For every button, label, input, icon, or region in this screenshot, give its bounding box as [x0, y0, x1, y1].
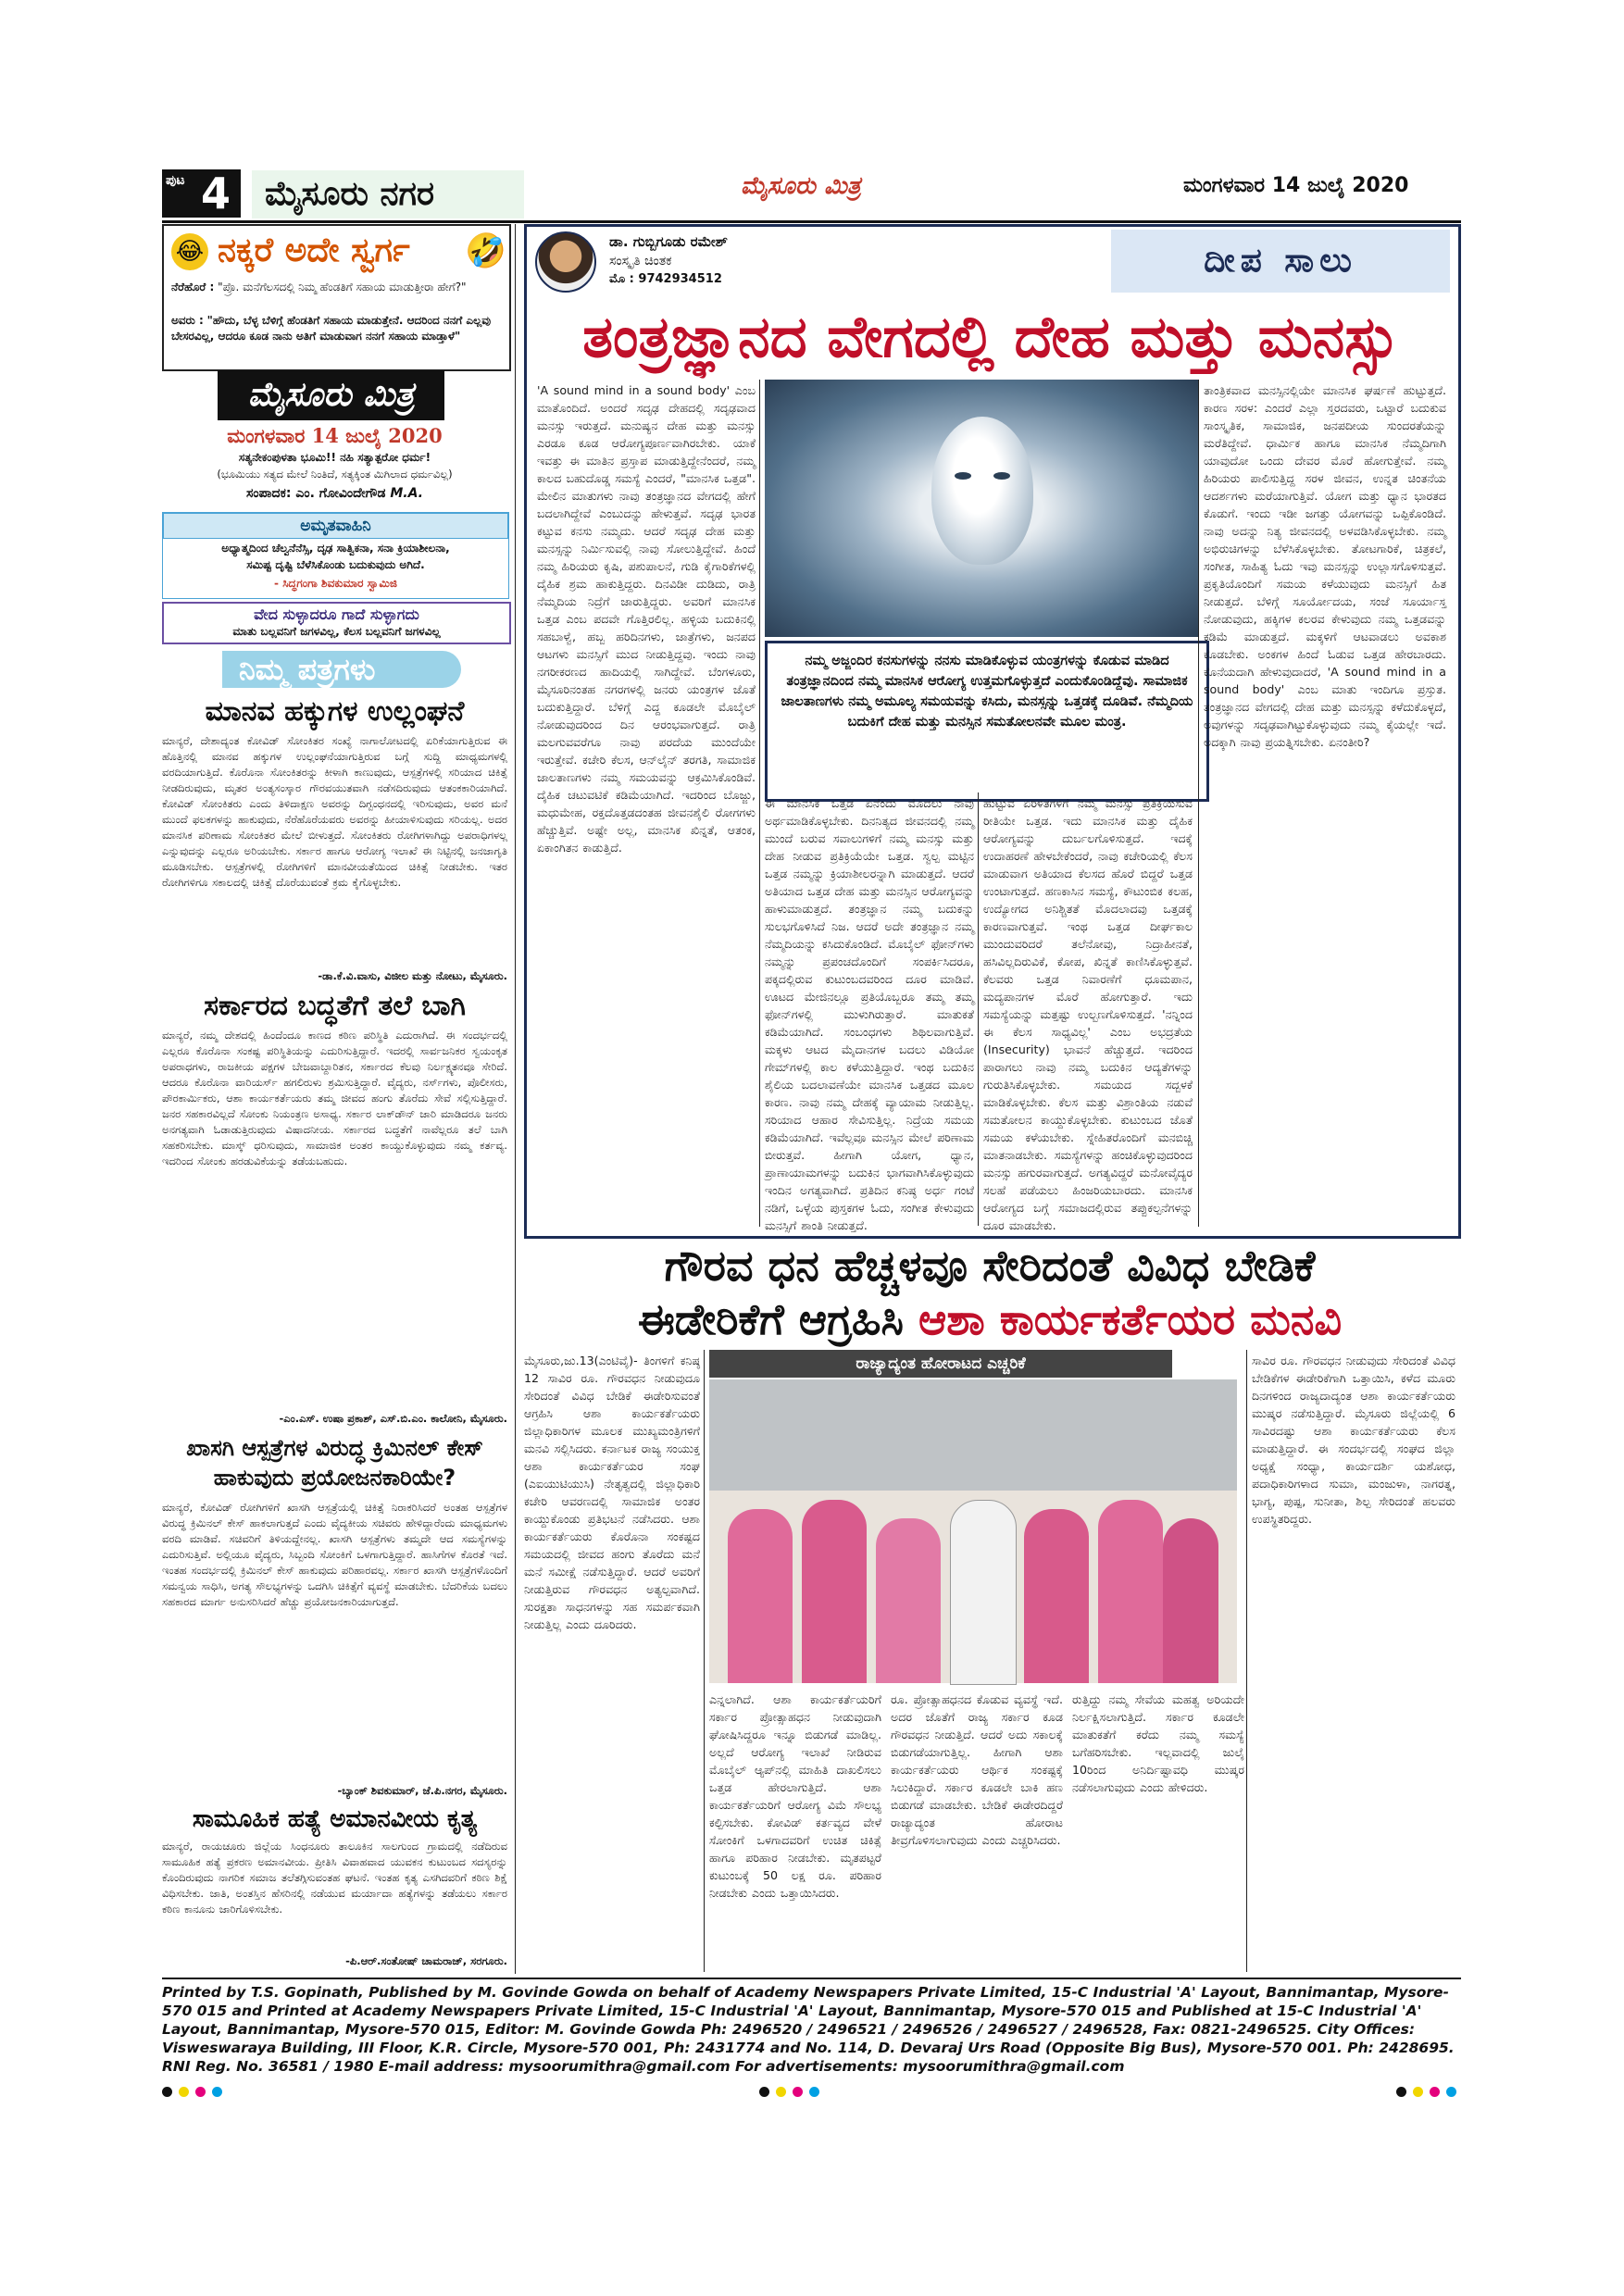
- news-divider-2: [1246, 1350, 1247, 1972]
- letter-3-body: ಮಾನ್ಯರೆ, ಕೋವಿಡ್ ರೋಗಿಗಳಿಗೆ ಖಾಸಗಿ ಆಸ್ಪತ್ರೆಯಲ್ಲಿ ಚಿಕಿತ್ಸೆ ನಿರಾಕರಿಸಿದರೆ ಅಂತಹ ಆಸ್ಪತ್ರೆಗಳ ವಿರುದ್ಧ ಕ್ರಿಮಿನಲ್ ಕೇಸ್ ಹಾಕಲಾಗುತ್ತದೆ ಎಂದು ವೈದ್ಯಕೀಯ ಸಚಿವರು ಹೇಳಿದ್ದಾರೆಂದು ಮಾಧ್ಯಮಗಳು ವರದಿ ಮಾಡಿವೆ. ಸಚಿವರಿಗೆ ತಿಳಿಯದ್ದೇನಲ್ಲ. ಖಾಸಗಿ ಆಸ್ಪತ್ರೆಗಳು ತಮ್ಮದೇ ಆದ ಸಮಸ್ಯೆಗಳನ್ನು ಎದುರಿಸುತ್ತಿವೆ. ಅಲ್ಲಿಯೂ ವೈದ್ಯರು, ಸಿಬ್ಬಂದಿ ಸೋಂಕಿಗೆ ಒಳಗಾಗುತ್ತಿದ್ದಾರೆ. ಹಾಸಿಗೆಗಳ ಕೊರತೆ ಇದೆ. ಇಂತಹ ಸಂದರ್ಭದಲ್ಲಿ ಕ್ರಿಮಿನಲ್ ಕೇಸ್ ಹಾಕುವುದು ಪರಿಹಾರವಲ್ಲ. ಸರ್ಕಾರ ಖಾಸಗಿ ಆಸ್ಪತ್ರೆಗಳೊಂದಿಗೆ ಸಮನ್ವಯ ಸಾಧಿಸಿ, ಅಗತ್ಯ ಸೌಲಭ್ಯಗಳನ್ನು ಒದಗಿಸಿ ಚಿಕಿತ್ಸೆಗೆ ವ್ಯವಸ್ಥೆ ಮಾಡಬೇಕು. ಬೆದರಿಕೆಯ ಬದಲು ಸಹಕಾರದ ಮಾರ್ಗ ಅನುಸರಿಸಿದರೆ ಹೆಚ್ಚು ಪ್ರಯೋಜನಕಾರಿಯಾಗುತ್ತದೆ.: [162, 1501, 507, 1608]
- news-col1: ಮೈಸೂರು,ಜು.13(ಎಂಟಿವೈ)- ತಿಂಗಳಿಗೆ ಕನಿಷ್ಠ 12 ಸಾವಿರ ರೂ. ಗೌರವಧನ ನೀಡುವುದೂ ಸೇರಿದಂತೆ ವಿವಿಧ ಬೇಡಿಕೆ ಈಡೇರಿಸುವಂತೆ ಆಗ್ರಹಿಸಿ ಆಶಾ ಕಾರ್ಯಕರ್ತೆಯರು ಜಿಲ್ಲಾಧಿಕಾರಿಗಳ ಮೂಲಕ ಮುಖ್ಯಮಂತ್ರಿಗಳಿಗೆ ಮನವಿ ಸಲ್ಲಿಸಿದರು. ಕರ್ನಾಟಕ ರಾಜ್ಯ ಸಂಯುಕ್ತ ಆಶಾ ಕಾರ್ಯಕರ್ತೆಯರ ಸಂಘ (ಎಐಯುಟಿಯುಸಿ) ನೇತೃತ್ವದಲ್ಲಿ ಜಿಲ್ಲಾಧಿಕಾರಿ ಕಚೇರಿ ಆವರಣದಲ್ಲಿ ಸಾಮಾಜಿಕ ಅಂತರ ಕಾಯ್ದುಕೊಂಡು ಪ್ರತಿಭಟನೆ ನಡೆಸಿದರು. ಆಶಾ ಕಾರ್ಯಕರ್ತೆಯರು ಕೊರೊನಾ ಸಂಕಷ್ಟದ ಸಮಯದಲ್ಲಿ ಜೀವದ ಹಂಗು ತೊರೆದು ಮನೆ ಮನೆ ಸಮೀಕ್ಷೆ ನಡೆಸುತ್ತಿದ್ದಾರೆ. ಆದರೆ ಅವರಿಗೆ ನೀಡುತ್ತಿರುವ ಗೌರವಧನ ಅತ್ಯಲ್ಪವಾಗಿದೆ. ಸುರಕ್ಷತಾ ಸಾಧನಗಳನ್ನು ಸಹ ಸಮರ್ಪಕವಾಗಿ ನೀಡುತ್ತಿಲ್ಲ ಎಂದು ದೂರಿದರು.: [524, 1354, 700, 1631]
- news-col5: ಸಾವಿರ ರೂ. ಗೌರವಧನ ನೀಡುವುದು ಸೇರಿದಂತೆ ವಿವಿಧ ಬೇಡಿಕೆಗಳ ಈಡೇರಿಕೆಗಾಗಿ ಒತ್ತಾಯಿಸಿ, ಕಳೆದ ಮೂರು ದಿನಗಳಿಂದ ರಾಜ್ಯದಾದ್ಯಂತ ಆಶಾ ಕಾರ್ಯಕರ್ತೆಯರು ಮುಷ್ಕರ ನಡೆಸುತ್ತಿದ್ದಾರೆ. ಮೈಸೂರು ಜಿಲ್ಲೆಯಲ್ಲಿ 6 ಸಾವಿರದಷ್ಟು ಆಶಾ ಕಾರ್ಯಕರ್ತೆಯರು ಕೆಲಸ ಮಾಡುತ್ತಿದ್ದಾರೆ. ಈ ಸಂದರ್ಭದಲ್ಲಿ ಸಂಘದ ಜಿಲ್ಲಾ ಅಧ್ಯಕ್ಷೆ ಸಂಧ್ಯಾ, ಕಾರ್ಯದರ್ಶಿ ಯಶೋಧ, ಪದಾಧಿಕಾರಿಗಳಾದ ಸುಮಾ, ಮಂಜುಳಾ, ನಾಗರತ್ನ, ಭಾಗ್ಯ, ಪುಷ್ಪ, ಸುನೀತಾ, ಶಿಲ್ಪ ಸೇರಿದಂತೆ ಹಲವರು ಉಪಸ್ಥಿತರಿದ್ದರು.: [1252, 1354, 1455, 1526]
- feature-divider-2: [978, 792, 979, 1226]
- registration-dot: [793, 2087, 803, 2097]
- author-name: ಡಾ. ಗುಬ್ಬಿಗೂಡು ರಮೇಶ್: [609, 233, 728, 250]
- letter-2-headline: ಸರ್ಕಾರದ ಬದ್ಧತೆಗೆ ತಲೆ ಬಾಗಿ: [204, 990, 466, 1022]
- face-eye-right: [993, 472, 1010, 480]
- page-label: ಪುಟ: [166, 173, 185, 188]
- news-headline-2a: ಈಡೇರಿಕೆಗೆ ಆಗ್ರಹಿಸಿ: [637, 1294, 904, 1344]
- pull-quote-text: ನಮ್ಮ ಅಜ್ಜಂದಿರ ಕನಸುಗಳನ್ನು ನನಸು ಮಾಡಿಕೊಳ್ಳುವ ಯಂತ್ರಗಳನ್ನು ಕೊಡುವ ಮಾಡಿದ ತಂತ್ರಜ್ಞಾನದಿಂದ ನಮ್ಮ ಮಾನಸಿಕ ಆರೋಗ್ಯ ಉತ್ತಮಗೊಳ್ಳುತ್ತದೆ ಎಂದುಕೊಂಡಿದ್ದೆವು. ಸಾಮಾಜಿಕ ಜಾಲತಾಣಗಳು ನಮ್ಮ ಅಮೂಲ್ಯ ಸಮಯವನ್ನು ಕಸಿದು, ಮನಸ್ಸನ್ನು ಒತ್ತಡಕ್ಕೆ ದೂಡಿವೆ. ನೆಮ್ಮದಿಯ ಬದುಕಿಗೆ ದೇಹ ಮತ್ತು ಮನಸ್ಸಿನ ಸಮತೋಲನವೇ ಮೂಲ ಮಂತ್ರ.: [781, 654, 1193, 730]
- letter-2-body: ಮಾನ್ಯರೆ, ನಮ್ಮ ದೇಶದಲ್ಲಿ ಹಿಂದೆಂದೂ ಕಾಣದ ಕಠಿಣ ಪರಿಸ್ಥಿತಿ ಎದುರಾಗಿದೆ. ಈ ಸಂದರ್ಭದಲ್ಲಿ ಎಲ್ಲರೂ ಕೊರೊನಾ ಸಂಕಷ್ಟ ಪರಿಸ್ಥಿತಿಯನ್ನು ಎದುರಿಸುತ್ತಿದ್ದಾರೆ. ಇದರಲ್ಲಿ ಸಾರ್ವಜನಿಕರ ಸ್ವಯಂಕೃತ ಅಪರಾಧಗಳು, ರಾಜಕೀಯ ಪಕ್ಷಗಳ ಬೇಜವಾಬ್ದಾರಿತನ, ಸರ್ಕಾರದ ಕೆಲವು ನಿರ್ಲಕ್ಷ್ಯತನವೂ ಸೇರಿದೆ. ಆದರೂ ಕೊರೊನಾ ವಾರಿಯರ್ಸ್ ಹಗಲಿರುಳು ಶ್ರಮಿಸುತ್ತಿದ್ದಾರೆ. ವೈದ್ಯರು, ನರ್ಸ್‌ಗಳು, ಪೊಲೀಸರು, ಪೌರಕಾರ್ಮಿಕರು, ಆಶಾ ಕಾರ್ಯಕರ್ತೆಯರು ತಮ್ಮ ಜೀವದ ಹಂಗು ತೊರೆದು ಸೇವೆ ಸಲ್ಲಿಸುತ್ತಿದ್ದಾರೆ. ಜನರ ಸಹಕಾರವಿಲ್ಲದೆ ಸೋಂಕು ನಿಯಂತ್ರಣ ಅಸಾಧ್ಯ. ಸರ್ಕಾರ ಲಾಕ್‌ಡೌನ್ ಜಾರಿ ಮಾಡಿದರೂ ಜನರು ಅನಗತ್ಯವಾಗಿ ಓಡಾಡುತ್ತಿರುವುದು ವಿಷಾದನೀಯ. ಸರ್ಕಾರದ ಬದ್ಧತೆಗೆ ನಾವೆಲ್ಲರೂ ತಲೆ ಬಾಗಿ ಸಹಕರಿಸಬೇಕು. ಮಾಸ್ಕ್ ಧರಿಸುವುದು, ಸಾಮಾಜಿಕ ಅಂತರ ಕಾಯ್ದುಕೊಳ್ಳುವುದು ನಮ್ಮ ಕರ್ತವ್ಯ. ಇದರಿಂದ ಸೋಂಕು ಹರಡುವಿಕೆಯನ್ನು ತಡೆಯಬಹುದು.: [162, 1029, 507, 1167]
- mast-motto-translation: (ಭೂಮಿಯು ಸತ್ಯದ ಮೇಲೆ ನಿಂತಿದೆ, ಸತ್ಯಕ್ಕಿಂತ ಮಿಗಿಲಾದ ಧರ್ಮವಿಲ್ಲ): [217, 468, 453, 480]
- feature-image-ai-face: [765, 380, 1198, 637]
- joke-question: [171, 280, 500, 295]
- registration-dot: [179, 2087, 189, 2097]
- feature-divider-1: [759, 380, 760, 1227]
- left-column-divider: [515, 224, 516, 1974]
- letter-3-headline: ಖಾಸಗಿ ಆಸ್ಪತ್ರೆಗಳ ವಿರುದ್ಧ ಕ್ರಿಮಿನಲ್ ಕೇಸ್ ಹಾಕುವುದು ಪ್ರಯೋಜನಕಾರಿಯೇ?: [186, 1435, 483, 1491]
- news-divider-1: [704, 1350, 705, 1972]
- joke-title: ನಕ್ಕರೆ ಅದೇ ಸ್ವರ್ಗ: [218, 231, 410, 269]
- amruta-line1: ಅಧ್ಯಾತ್ಮದಿಂದ ಚೆಲ್ವನೆನೆಸ್ಸಿ, ದೃಢ ಸಾತ್ವಿಕನಾ, ಸನಾ ಕ್ರಿಯಾಶೀಲನಾ,: [221, 542, 450, 555]
- feature-divider-3: [1198, 380, 1199, 1227]
- joke-answer: [171, 313, 500, 344]
- footer-imprint: Printed by T.S. Gopinath, Published by M. Govinde Gowda on behalf of Academy Newspapers Private Limited, 15-C Industrial 'A' Layout, Bannimantap, Mysore-570 015 and Printed at Academy Newspapers Private Limited, 15-C Industrial 'A' Layout, Bannimantap, Mysore-570 015 and Published at 15-C Industrial 'A' Layout, Bannimantap, Mysore-570 015, Editor: M. Govinde Gowda Ph: 2496520 / 2496521 / 2496526 / 2496527 / 2496528, Fax: 0821-2496525. City Offices: Visweswaraya Building, III Floor, K.R. Circle, Mysore-570 001, Ph: 2431774 and No. 114, D. Devaraj Urs Road (Opposite Big Bus), Mysore-570 001. Ph: 2428695. RNI Reg. No. 36581 / 1980 E-mail address: mysoorumithra@gmail.com For advertisements: mysoorumithra@gmail.com: [162, 1984, 1455, 2075]
- protester-group: [728, 1472, 1218, 1683]
- veda-title: ವೇದ ಸುಳ್ಳಾದರೂ ಗಾದೆ ಸುಳ್ಳಾಗದು: [254, 605, 419, 623]
- letters-tab: ನಿಮ್ಮ ಪತ್ರಗಳು: [222, 651, 461, 688]
- letter-4-signature: -ಪಿ.ಆರ್.ಸಂತೋಷ್ ಚಾಮರಾಜ್, ಸರಗೂರು.: [345, 1954, 507, 1967]
- header-masthead: ಮೈಸೂರು ಮಿತ್ರ: [741, 172, 861, 200]
- news-headline-2: [524, 1292, 1455, 1346]
- letter-1-signature: -ಡಾ.ಕೆ.ವಿ.ವಾಸು, ವಿಜೀಲ ಮತ್ತು ನೋಟು, ಮೈಸೂರು.: [318, 969, 507, 982]
- news-photo-protest: [709, 1379, 1237, 1683]
- page-badge: [162, 169, 241, 218]
- header-date: ಮಂಗಳವಾರ 14 ಜುಲೈ 2020: [1183, 174, 1409, 197]
- letter-4-body: ಮಾನ್ಯರೆ, ರಾಯಚೂರು ಜಿಲ್ಲೆಯ ಸಿಂಧನೂರು ತಾಲೂಕಿನ ಸಾಲಗುಂದ ಗ್ರಾಮದಲ್ಲಿ ನಡೆದಿರುವ ಸಾಮೂಹಿಕ ಹತ್ಯೆ ಪ್ರಕರಣ ಅಮಾನವೀಯ. ಪ್ರೀತಿಸಿ ವಿವಾಹವಾದ ಯುವಕನ ಕುಟುಂಬದ ಸದಸ್ಯರನ್ನು ಕೊಂದಿರುವುದು ನಾಗರಿಕ ಸಮಾಜ ತಲೆತಗ್ಗಿಸುವಂತಹ ಘಟನೆ. ಇಂತಹ ಕೃತ್ಯ ಎಸಗಿದವರಿಗೆ ಕಠಿಣ ಶಿಕ್ಷೆ ವಿಧಿಸಬೇಕು. ಜಾತಿ, ಅಂತಸ್ತಿನ ಹೆಸರಿನಲ್ಲಿ ನಡೆಯುವ ಮರ್ಯಾದಾ ಹತ್ಯೆಗಳನ್ನು ತಡೆಯಲು ಸರ್ಕಾರ ಕಠಿಣ ಕಾನೂನು ಜಾರಿಗೊಳಿಸಬೇಕು.: [162, 1840, 507, 1915]
- laugh-figure-icon: 🤣: [465, 232, 506, 270]
- registration-dot: [759, 2087, 769, 2097]
- column-name: ದೀಪ ಸಾಲು: [1111, 230, 1450, 293]
- registration-dot: [1413, 2087, 1423, 2097]
- face-shape: [931, 417, 1033, 565]
- feature-headline: ತಂತ್ರಜ್ಞಾನದ ವೇಗದಲ್ಲಿ ದೇಹ ಮತ್ತು ಮನಸ್ಸು: [582, 303, 1399, 370]
- page-number: 4: [201, 168, 231, 218]
- editor-name: ಎಂ. ಗೋವಿಂದೇಗೌಡ: [295, 486, 386, 501]
- news-headline-2b: ಆಶಾ ಕಾರ್ಯಕರ್ತೆಯರ ಮನವಿ: [918, 1294, 1343, 1344]
- joke-a-text: "ಹೌದು, ಬೆಳ್ಳ ಬೆಳಿಗ್ಗೆ ಹೆಂಡತಿಗೆ ಸಹಾಯ ಮಾಡುತ್ತೇನೆ. ಆದರಿಂದ ನನಗೆ ಎಲ್ಲವು ಬೇಸರವಿಲ್ಲ, ಆದರೂ ಕೂಡ ನಾನು ಅತಿಗೆ ಮಾಡುವಾಗ ನನಗೆ ಸಹಾಯ ಮಾಡ್ತಾಳೆ": [171, 314, 492, 343]
- mast-editor: [162, 486, 507, 501]
- laugh-icon: 😂: [171, 233, 208, 270]
- registration-dot: [1396, 2087, 1406, 2097]
- registration-dot: [162, 2087, 172, 2097]
- letter-1-headline: ಮಾನವ ಹಕ್ಕುಗಳ ಉಲ್ಲಂಘನೆ: [205, 695, 465, 728]
- editor-degree: M.A.: [390, 486, 423, 501]
- mast-motto: ಸತ್ಯನೇಕಂಪುಳತಾ ಭೂಮಿ!! ನಹಿ ಸತ್ಯಾತ್ಪರೋ ಧರ್ಮ!: [238, 451, 431, 464]
- feature-col4: ತಾಂತ್ರಿಕವಾದ ಮನಸ್ಸಿನಲ್ಲಿಯೇ ಮಾನಸಿಕ ಘರ್ಷಣೆ ಹುಟ್ಟುತ್ತದೆ. ಕಾರಣ ಸರಳ: ಎಂದರೆ ಎಲ್ಲಾ ಸ್ತರದವರು, ಒಟ್ಟಾರೆ ಬದುಕುವ ಸಾಂಸ್ಕೃತಿಕ, ಸಾಮಾಜಿಕ, ಜನಪದೀಯ ಸುಂದರತೆಯನ್ನು ಮರೆತಿದ್ದೇವೆ. ಧಾರ್ಮಿಕ ಹಾಗೂ ಮಾನಸಿಕ ನೆಮ್ಮದಿಗಾಗಿ ಯಾವುದೋ ಒಂದು ದೇವರ ಮೊರೆ ಹೋಗುತ್ತೇವೆ. ನಮ್ಮ ಹಿರಿಯರು ಪಾಲಿಸುತ್ತಿದ್ದ ಸರಳ ಜೀವನ, ಉನ್ನತ ಚಿಂತನೆಯ ಆದರ್ಶಗಳು ಮರೆಯಾಗುತ್ತಿವೆ. ಯೋಗ ಮತ್ತು ಧ್ಯಾನ ಭಾರತದ ಕೊಡುಗೆ. ಇಂದು ಇಡೀ ಜಗತ್ತು ಯೋಗವನ್ನು ಒಪ್ಪಿಕೊಂಡಿದೆ. ನಾವು ಅದನ್ನು ನಿತ್ಯ ಜೀವನದಲ್ಲಿ ಅಳವಡಿಸಿಕೊಳ್ಳಬೇಕು. ನಮ್ಮ ಅಭಿರುಚಿಗಳನ್ನು ಬೆಳೆಸಿಕೊಳ್ಳಬೇಕು. ತೋಟಗಾರಿಕೆ, ಚಿತ್ರಕಲೆ, ಸಂಗೀತ, ಸಾಹಿತ್ಯ ಓದು ಇವು ಮನಸ್ಸನ್ನು ಉಲ್ಲಾಸಗೊಳಿಸುತ್ತವೆ. ಪ್ರಕೃತಿಯೊಂದಿಗೆ ಸಮಯ ಕಳೆಯುವುದು ಮನಸ್ಸಿಗೆ ಹಿತ ನೀಡುತ್ತದೆ. ಬೆಳಿಗ್ಗೆ ಸೂರ್ಯೋದಯ, ಸಂಜೆ ಸೂರ್ಯಾಸ್ತ ನೋಡುವುದು, ಹಕ್ಕಿಗಳ ಕಲರವ ಕೇಳುವುದು ನಮ್ಮ ಒತ್ತಡವನ್ನು ಕಡಿಮೆ ಮಾಡುತ್ತದೆ. ಮಕ್ಕಳಿಗೆ ಆಟವಾಡಲು ಅವಕಾಶ ಕೊಡಬೇಕು. ಅಂಕಗಳ ಹಿಂದೆ ಓಡುವ ಒತ್ತಡ ಹೇರಬಾರದು. ಕೊನೆಯದಾಗಿ ಹೇಳುವುದಾದರೆ, 'A sound mind in a sound body' ಎಂಬ ಮಾತು ಇಂದಿಗೂ ಪ್ರಸ್ತುತ. ತಂತ್ರಜ್ಞಾನದ ವೇಗದಲ್ಲಿ ದೇಹ ಮತ್ತು ಮನಸ್ಸನ್ನು ಕಳೆದುಕೊಳ್ಳದೆ, ಅವುಗಳನ್ನು ಸದೃಢವಾಗಿಟ್ಟುಕೊಳ್ಳುವುದು ನಮ್ಮ ಕೈಯಲ್ಲೇ ಇದೆ. ಅದಕ್ಕಾಗಿ ನಾವು ಪ್ರಯತ್ನಿಸಬೇಕು. ಏನಂತೀರಿ?: [1204, 383, 1446, 749]
- registration-dot: [212, 2087, 222, 2097]
- joke-q-text: "ಪ್ರೊ. ಮನೆಗೆಲಸದಲ್ಲಿ ನಿಮ್ಮ ಹೆಂಡತಿಗೆ ಸಹಾಯ ಮಾಡುತ್ತೀರಾ ಹೇಗೆ?": [218, 281, 467, 293]
- veda-text: ಮಾತು ಬಲ್ಲವನಿಗೆ ಜಗಳವಿಲ್ಲ, ಕೆಲಸ ಬಲ್ಲವನಿಗೆ ಜಗಳವಿಲ್ಲ: [232, 625, 441, 638]
- amruta-attribution: - ಸಿದ್ಧಗಂಗಾ ಶಿವಕುಮಾರ ಸ್ವಾಮಿಜಿ: [274, 577, 397, 590]
- amruta-line2: ಸಮಿಷ್ಟ ದೃಷ್ಟಿ ಬೆಳೆಸಿಕೊಂಡು ಬದುಕುವುದು ಅಗಿದೆ.: [246, 558, 425, 571]
- registration-dot: [776, 2087, 786, 2097]
- author-role: ಸಂಸ್ಕೃತಿ ಚಿಂತಕ: [609, 254, 672, 268]
- letter-4-headline: ಸಾಮೂಹಿಕ ಹತ್ಯೆ ಅಮಾನವೀಯ ಕೃತ್ಯ: [192, 1805, 478, 1833]
- news-col2: ಎನ್ನಲಾಗಿದೆ. ಆಶಾ ಕಾರ್ಯಕರ್ತೆಯರಿಗೆ ಸರ್ಕಾರ ಪ್ರೋತ್ಸಾಹಧನ ನೀಡುವುದಾಗಿ ಘೋಷಿಸಿದ್ದರೂ ಇನ್ನೂ ಬಿಡುಗಡೆ ಮಾಡಿಲ್ಲ. ಅಲ್ಲದೆ ಆರೋಗ್ಯ ಇಲಾಖೆ ನೀಡಿರುವ ಮೊಬೈಲ್ ಆ್ಯಪ್‌ನಲ್ಲಿ ಮಾಹಿತಿ ದಾಖಲಿಸಲು ಒತ್ತಡ ಹೇರಲಾಗುತ್ತಿದೆ. ಆಶಾ ಕಾರ್ಯಕರ್ತೆಯರಿಗೆ ಆರೋಗ್ಯ ವಿಮೆ ಸೌಲಭ್ಯ ಕಲ್ಪಿಸಬೇಕು. ಕೋವಿಡ್ ಕರ್ತವ್ಯದ ವೇಳೆ ಸೋಂಕಿಗೆ ಒಳಗಾದವರಿಗೆ ಉಚಿತ ಚಿಕಿತ್ಸೆ ಹಾಗೂ ಪರಿಹಾರ ನೀಡಬೇಕು. ಮೃತಪಟ್ಟರೆ ಕುಟುಂಬಕ್ಕೆ 50 ಲಕ್ಷ ರೂ. ಪರಿಹಾರ ನೀಡಬೇಕು ಎಂದು ಒತ್ತಾಯಿಸಿದರು.: [709, 1692, 881, 1900]
- news-col4: ರುತ್ತಿದ್ದು ನಮ್ಮ ಸೇವೆಯ ಮಹತ್ವ ಅರಿಯದೇ ನಿರ್ಲಕ್ಷಿಸಲಾಗುತ್ತಿದೆ. ಸರ್ಕಾರ ಕೂಡಲೇ ಮಾತುಕತೆಗೆ ಕರೆದು ನಮ್ಮ ಸಮಸ್ಯೆ ಬಗೆಹರಿಸಬೇಕು. ಇಲ್ಲವಾದಲ್ಲಿ ಜುಲೈ 10ರಿಂದ ಅನಿರ್ದಿಷ್ಟಾವಧಿ ಮುಷ್ಕರ ನಡೆಸಲಾಗುವುದು ಎಂದು ಹೇಳಿದರು.: [1072, 1692, 1244, 1794]
- joke-a-label: ಅವರು :: [171, 314, 204, 327]
- pull-quote: [765, 641, 1209, 802]
- editor-label: ಸಂಪಾದಕ:: [246, 486, 292, 501]
- feature-col2: ಈ ಮಾನಸಿಕ ಒತ್ತಡ ಏನೆಂದು ಮೊದಲು ನಾವು ಅರ್ಥಮಾಡಿಕೊಳ್ಳಬೇಕು. ದಿನನಿತ್ಯದ ಜೀವನದಲ್ಲಿ ನಮ್ಮ ಮುಂದೆ ಬರುವ ಸವಾಲುಗಳಿಗೆ ನಮ್ಮ ಮನಸ್ಸು ಮತ್ತು ದೇಹ ನೀಡುವ ಪ್ರತಿಕ್ರಿಯೆಯೇ ಒತ್ತಡ. ಸ್ವಲ್ಪ ಮಟ್ಟಿನ ಒತ್ತಡ ನಮ್ಮನ್ನು ಕ್ರಿಯಾಶೀಲರನ್ನಾಗಿ ಮಾಡುತ್ತದೆ. ಆದರೆ ಅತಿಯಾದ ಒತ್ತಡ ದೇಹ ಮತ್ತು ಮನಸ್ಸಿನ ಆರೋಗ್ಯವನ್ನು ಹಾಳುಮಾಡುತ್ತದೆ. ತಂತ್ರಜ್ಞಾನ ನಮ್ಮ ಬದುಕನ್ನು ಸುಲಭಗೊಳಿಸಿದೆ ನಿಜ. ಆದರೆ ಅದೇ ತಂತ್ರಜ್ಞಾನ ನಮ್ಮ ನೆಮ್ಮದಿಯನ್ನು ಕಸಿದುಕೊಂಡಿದೆ. ಮೊಬೈಲ್ ಫೋನ್‌ಗಳು ನಮ್ಮನ್ನು ಪ್ರಪಂಚದೊಂದಿಗೆ ಸಂಪರ್ಕಿಸಿದರೂ, ಪಕ್ಕದಲ್ಲಿರುವ ಕುಟುಂಬದವರಿಂದ ದೂರ ಮಾಡಿವೆ. ಊಟದ ಮೇಜಿನಲ್ಲೂ ಪ್ರತಿಯೊಬ್ಬರೂ ತಮ್ಮ ತಮ್ಮ ಫೋನ್‌ಗಳಲ್ಲಿ ಮುಳುಗಿರುತ್ತಾರೆ. ಮಾತುಕತೆ ಕಡಿಮೆಯಾಗಿದೆ. ಸಂಬಂಧಗಳು ಶಿಥಿಲವಾಗುತ್ತಿವೆ. ಮಕ್ಕಳು ಆಟದ ಮೈದಾನಗಳ ಬದಲು ವಿಡಿಯೋ ಗೇಮ್‌ಗಳಲ್ಲಿ ಕಾಲ ಕಳೆಯುತ್ತಿದ್ದಾರೆ. ಇಂಥ ಬದುಕಿನ ಶೈಲಿಯ ಬದಲಾವಣೆಯೇ ಮಾನಸಿಕ ಒತ್ತಡದ ಮೂಲ ಕಾರಣ. ನಾವು ನಮ್ಮ ದೇಹಕ್ಕೆ ವ್ಯಾಯಾಮ ನೀಡುತ್ತಿಲ್ಲ. ಸರಿಯಾದ ಆಹಾರ ಸೇವಿಸುತ್ತಿಲ್ಲ. ನಿದ್ರೆಯ ಸಮಯ ಕಡಿಮೆಯಾಗಿದೆ. ಇವೆಲ್ಲವೂ ಮನಸ್ಸಿನ ಮೇಲೆ ಪರಿಣಾಮ ಬೀರುತ್ತವೆ. ಹೀಗಾಗಿ ಯೋಗ, ಧ್ಯಾನ, ಪ್ರಾಣಾಯಾಮಗಳನ್ನು ಬದುಕಿನ ಭಾಗವಾಗಿಸಿಕೊಳ್ಳುವುದು ಇಂದಿನ ಅಗತ್ಯವಾಗಿದೆ. ಪ್ರತಿದಿನ ಕನಿಷ್ಠ ಅರ್ಧ ಗಂಟೆ ನಡಿಗೆ, ಒಳ್ಳೆಯ ಪುಸ್ತಕಗಳ ಓದು, ಸಂಗೀತ ಕೇಳುವುದು ಮನಸ್ಸಿಗೆ ಶಾಂತಿ ನೀಡುತ್ತದೆ.: [765, 796, 974, 1232]
- letter-1-body: ಮಾನ್ಯರೆ, ದೇಶಾದ್ಯಂತ ಕೋವಿಡ್ ಸೋಂಕಿತರ ಸಂಖ್ಯೆ ನಾಗಾಲೋಟದಲ್ಲಿ ಏರಿಕೆಯಾಗುತ್ತಿರುವ ಈ ಹೊತ್ತಿನಲ್ಲಿ ಮಾನವ ಹಕ್ಕುಗಳ ಉಲ್ಲಂಘನೆಯಾಗುತ್ತಿರುವ ಬಗ್ಗೆ ಸುದ್ದಿ ಮಾಧ್ಯಮಗಳಲ್ಲಿ ವರದಿಯಾಗುತ್ತಿದೆ. ಕೊರೊನಾ ಸೋಂಕಿತರನ್ನು ಕೀಳಾಗಿ ಕಾಣುವುದು, ಆಸ್ಪತ್ರೆಗಳಲ್ಲಿ ಸರಿಯಾದ ಚಿಕಿತ್ಸೆ ನೀಡದಿರುವುದು, ಮೃತರ ಅಂತ್ಯಸಂಸ್ಕಾರ ಗೌರವಯುತವಾಗಿ ನಡೆಸದಿರುವುದು ಆತಂಕಕಾರಿಯಾಗಿದೆ. ಕೋವಿಡ್ ಸೋಂಕಿತರು ಎಂದು ತಿಳಿದಾಕ್ಷಣ ಅವರನ್ನು ದಿಗ್ಬಂಧನದಲ್ಲಿ ಇರಿಸುವುದು, ಅವರ ಮನೆ ಮುಂದೆ ಫಲಕಗಳನ್ನು ಹಾಕುವುದು, ನೆರೆಹೊರೆಯವರು ಅವರನ್ನು ಹೀಯಾಳಿಸುವುದು ಸರಿಯಲ್ಲ. ಅದರ ಮಾನಸಿಕ ಪರಿಣಾಮ ಸೋಂಕಿತರ ಮೇಲೆ ಬೀಳುತ್ತದೆ. ಸೋಂಕಿತರು ರೋಗಿಗಳಾಗಿದ್ದು ಅಪರಾಧಿಗಳಲ್ಲ ಎನ್ನುವುದನ್ನು ಎಲ್ಲರೂ ಅರಿಯಬೇಕು. ಸರ್ಕಾರ ಹಾಗೂ ಆರೋಗ್ಯ ಇಲಾಖೆ ಈ ನಿಟ್ಟಿನಲ್ಲಿ ಜನಜಾಗೃತಿ ಮೂಡಿಸಬೇಕು. ಆಸ್ಪತ್ರೆಗಳಲ್ಲಿ ರೋಗಿಗಳಿಗೆ ಮಾನವೀಯತೆಯಿಂದ ಚಿಕಿತ್ಸೆ ನೀಡಬೇಕು. ಇತರ ರೋಗಿಗಳಿಗೂ ಸಕಾಲದಲ್ಲಿ ಚಿಕಿತ್ಸೆ ದೊರೆಯುವಂತೆ ಕ್ರಮ ಕೈಗೊಳ್ಳಬೇಕು.: [162, 734, 507, 889]
- news-headline-1: ಗೌರವ ಧನ ಹೆಚ್ಚಳವೂ ಸೇರಿದಂತೆ ವಿವಿಧ ಬೇಡಿಕೆ: [664, 1241, 1316, 1291]
- registration-dot: [809, 2087, 819, 2097]
- header-rule: [162, 220, 1461, 223]
- amruta-title: ಅಮೃತವಾಹಿನಿ: [163, 513, 508, 539]
- news-photo-caption: ರಾಜ್ಯಾದ್ಯಂತ ಹೋರಾಟದ ಎಚ್ಚರಿಕೆ: [709, 1350, 1172, 1378]
- author-photo: [535, 231, 596, 293]
- mast-date: ಮಂಗಳವಾರ 14 ಜುಲೈ 2020: [227, 424, 443, 447]
- registration-dot: [1430, 2087, 1440, 2097]
- joke-q-label: ನೆರೆಹೊರೆ :: [171, 281, 215, 293]
- letter-3-signature: -ಬ್ಯಾಂಕ್ ಶಿವಕುಮಾರ್, ಜೆ.ಪಿ.ನಗರ, ಮೈಸೂರು.: [337, 1784, 507, 1797]
- face-eye-left: [955, 472, 971, 480]
- registration-dot: [1446, 2087, 1456, 2097]
- section-title: ಮೈಸೂರು ನಗರ: [252, 170, 524, 218]
- news-col3: ರೂ. ಪ್ರೋತ್ಸಾಹಧನದ ಕೊಡುವ ವ್ಯವಸ್ಥೆ ಇದೆ. ಅದರ ಜೊತೆಗೆ ರಾಜ್ಯ ಸರ್ಕಾರ ಕೂಡ ಗೌರವಧನ ನೀಡುತ್ತಿದೆ. ಆದರೆ ಅದು ಸಕಾಲಕ್ಕೆ ಬಿಡುಗಡೆಯಾಗುತ್ತಿಲ್ಲ. ಹೀಗಾಗಿ ಆಶಾ ಕಾರ್ಯಕರ್ತೆಯರು ಆರ್ಥಿಕ ಸಂಕಷ್ಟಕ್ಕೆ ಸಿಲುಕಿದ್ದಾರೆ. ಸರ್ಕಾರ ಕೂಡಲೇ ಬಾಕಿ ಹಣ ಬಿಡುಗಡೆ ಮಾಡಬೇಕು. ಬೇಡಿಕೆ ಈಡೇರದಿದ್ದರೆ ರಾಜ್ಯಾದ್ಯಂತ ಹೋರಾಟ ತೀವ್ರಗೊಳಿಸಲಾಗುವುದು ಎಂದು ಎಚ್ಚರಿಸಿದರು.: [891, 1692, 1063, 1847]
- masthead-logo: ಮೈಸೂರು ಮಿತ್ರ: [218, 370, 444, 420]
- registration-dot: [195, 2087, 206, 2097]
- joke-box: [162, 224, 511, 371]
- author-phone: ಮೊ : 9742934512: [609, 272, 722, 286]
- feature-col3: ಹುಟ್ಟುವ ಏರಿಳಿತಗಳಿಗೆ ನಮ್ಮ ಮನಸ್ಸು ಪ್ರತಿಕ್ರಿಯಿಸುವ ರೀತಿಯೇ ಒತ್ತಡ. ಇದು ಮಾನಸಿಕ ಮತ್ತು ದೈಹಿಕ ಆರೋಗ್ಯವನ್ನು ದುರ್ಬಲಗೊಳಿಸುತ್ತದೆ. ಇದಕ್ಕೆ ಉದಾಹರಣೆ ಹೇಳಬೇಕೆಂದರೆ, ನಾವು ಕಚೇರಿಯಲ್ಲಿ ಕೆಲಸ ಮಾಡುವಾಗ ಅತಿಯಾದ ಕೆಲಸದ ಹೊರೆ ಬಿದ್ದರೆ ಒತ್ತಡ ಉಂಟಾಗುತ್ತದೆ. ಹಣಕಾಸಿನ ಸಮಸ್ಯೆ, ಕೌಟುಂಬಿಕ ಕಲಹ, ಉದ್ಯೋಗದ ಅನಿಶ್ಚಿತತೆ ಮೊದಲಾದವು ಒತ್ತಡಕ್ಕೆ ಕಾರಣವಾಗುತ್ತವೆ. ಇಂಥ ಒತ್ತಡ ದೀರ್ಘಕಾಲ ಮುಂದುವರಿದರೆ ತಲೆನೋವು, ನಿದ್ರಾಹೀನತೆ, ಹಸಿವಿಲ್ಲದಿರುವಿಕೆ, ಕೋಪ, ಖಿನ್ನತೆ ಕಾಣಿಸಿಕೊಳ್ಳುತ್ತವೆ. ಕೆಲವರು ಒತ್ತಡ ನಿವಾರಣೆಗೆ ಧೂಮಪಾನ, ಮದ್ಯಪಾನಗಳ ಮೊರೆ ಹೋಗುತ್ತಾರೆ. ಇದು ಸಮಸ್ಯೆಯನ್ನು ಮತ್ತಷ್ಟು ಉಲ್ಬಣಗೊಳಿಸುತ್ತದೆ. 'ನನ್ನಿಂದ ಈ ಕೆಲಸ ಸಾಧ್ಯವಿಲ್ಲ' ಎಂಬ ಅಭದ್ರತೆಯ (Insecurity) ಭಾವನೆ ಹೆಚ್ಚುತ್ತದೆ. ಇದರಿಂದ ಪಾರಾಗಲು ನಾವು ನಮ್ಮ ಬದುಕಿನ ಆದ್ಯತೆಗಳನ್ನು ಗುರುತಿಸಿಕೊಳ್ಳಬೇಕು. ಸಮಯದ ಸದ್ಬಳಕೆ ಮಾಡಿಕೊಳ್ಳಬೇಕು. ಕೆಲಸ ಮತ್ತು ವಿಶ್ರಾಂತಿಯ ನಡುವೆ ಸಮತೋಲನ ಕಾಯ್ದುಕೊಳ್ಳಬೇಕು. ಕುಟುಂಬದ ಜೊತೆ ಸಮಯ ಕಳೆಯಬೇಕು. ಸ್ನೇಹಿತರೊಂದಿಗೆ ಮನಬಿಚ್ಚಿ ಮಾತನಾಡಬೇಕು. ಸಮಸ್ಯೆಗಳನ್ನು ಹಂಚಿಕೊಳ್ಳುವುದರಿಂದ ಮನಸ್ಸು ಹಗುರವಾಗುತ್ತದೆ. ಅಗತ್ಯವಿದ್ದರೆ ಮನೋವೈದ್ಯರ ಸಲಹೆ ಪಡೆಯಲು ಹಿಂಜರಿಯಬಾರದು. ಮಾನಸಿಕ ಆರೋಗ್ಯದ ಬಗ್ಗೆ ಸಮಾಜದಲ್ಲಿರುವ ತಪ್ಪುಕಲ್ಪನೆಗಳನ್ನು ದೂರ ಮಾಡಬೇಕು.: [983, 796, 1193, 1232]
- letter-2-signature: -ಎಂ.ಎಸ್. ಉಷಾ ಪ್ರಕಾಶ್, ಎಸ್.ಬಿ.ಎಂ. ಕಾಲೋನಿ, ಮೈಸೂರು.: [279, 1412, 507, 1425]
- amruta-box: [162, 512, 509, 599]
- feature-col1: 'A sound mind in a sound body' ಎಂಬ ಮಾತೊಂದಿದೆ. ಅಂದರೆ ಸದೃಢ ದೇಹದಲ್ಲಿ ಸದೃಢವಾದ ಮನಸ್ಸು ಇರುತ್ತದೆ. ಮನುಷ್ಯನ ದೇಹ ಮತ್ತು ಮನಸ್ಸು ಎರಡೂ ಕೂಡ ಆರೋಗ್ಯಪೂರ್ಣವಾಗಿರಬೇಕು. ಯಾಕೆ ಇವತ್ತು ಈ ಮಾತಿನ ಪ್ರಸ್ತಾಪ ಮಾಡುತ್ತಿದ್ದೇನೆಂದರೆ, ನಮ್ಮ ಕಾಲದ ಬಹುದೊಡ್ಡ ಸಮಸ್ಯೆ ಎಂದರೆ, "ಮಾನಸಿಕ ಒತ್ತಡ". ಮೇಲಿನ ಮಾತುಗಳು ನಾವು ತಂತ್ರಜ್ಞಾನದ ವೇಗದಲ್ಲಿ ಹೇಗೆ ಬದಲಾಗಿದ್ದೇವೆ ಎಂಬುದನ್ನು ಹೇಳುತ್ತವೆ. ಸದೃಢ ಭಾರತ ಕಟ್ಟುವ ಕನಸು ನಮ್ಮದು. ಆದರೆ ಸದೃಢ ದೇಹ ಮತ್ತು ಮನಸ್ಸನ್ನು ನಿರ್ಮಿಸುವಲ್ಲಿ ನಾವು ಸೋಲುತ್ತಿದ್ದೇವೆ. ಹಿಂದೆ ನಮ್ಮ ಹಿರಿಯರು ಕೃಷಿ, ಪಶುಪಾಲನೆ, ಗುಡಿ ಕೈಗಾರಿಕೆಗಳಲ್ಲಿ ದೈಹಿಕ ಶ್ರಮ ಹಾಕುತ್ತಿದ್ದರು. ದಿನವಿಡೀ ದುಡಿದು, ರಾತ್ರಿ ನೆಮ್ಮದಿಯ ನಿದ್ರೆಗೆ ಜಾರುತ್ತಿದ್ದರು. ಅವರಿಗೆ ಮಾನಸಿಕ ಒತ್ತಡ ಎಂಬ ಪದವೇ ಗೊತ್ತಿರಲಿಲ್ಲ. ಹಳ್ಳಿಯ ಬದುಕಿನಲ್ಲಿ ಸಹಬಾಳ್ವೆ, ಹಬ್ಬ ಹರಿದಿನಗಳು, ಜಾತ್ರೆಗಳು, ಜನಪದ ಆಟಗಳು ಮನಸ್ಸಿಗೆ ಮುದ ನೀಡುತ್ತಿದ್ದವು. ಇಂದು ನಾವು ನಗರೀಕರಣದ ಹಾದಿಯಲ್ಲಿ ಸಾಗಿದ್ದೇವೆ. ಬೆಂಗಳೂರು, ಮೈಸೂರಿನಂತಹ ನಗರಗಳಲ್ಲಿ ಜನರು ಯಂತ್ರಗಳ ಜೊತೆ ಬದುಕುತ್ತಿದ್ದಾರೆ. ಬೆಳಿಗ್ಗೆ ಎದ್ದ ಕೂಡಲೇ ಮೊಬೈಲ್ ನೋಡುವುದರಿಂದ ದಿನ ಆರಂಭವಾಗುತ್ತದೆ. ರಾತ್ರಿ ಮಲಗುವವರೆಗೂ ನಾವು ಪರದೆಯ ಮುಂದೆಯೇ ಇರುತ್ತೇವೆ. ಕಚೇರಿ ಕೆಲಸ, ಆನ್‌ಲೈನ್ ತರಗತಿ, ಸಾಮಾಜಿಕ ಜಾಲತಾಣಗಳು ನಮ್ಮ ಸಮಯವನ್ನು ಆಕ್ರಮಿಸಿಕೊಂಡಿವೆ. ದೈಹಿಕ ಚಟುವಟಿಕೆ ಕಡಿಮೆಯಾಗಿದೆ. ಇದರಿಂದ ಬೊಜ್ಜು, ಮಧುಮೇಹ, ರಕ್ತದೊತ್ತಡದಂತಹ ಜೀವನಶೈಲಿ ರೋಗಗಳು ಹೆಚ್ಚುತ್ತಿವೆ. ಅಷ್ಟೇ ಅಲ್ಲ, ಮಾನಸಿಕ ಖಿನ್ನತೆ, ಆತಂಕ, ಏಕಾಂಗಿತನ ಕಾಡುತ್ತಿದೆ.: [537, 383, 756, 855]
- veda-box: [162, 602, 511, 644]
- footer-rule: [162, 1978, 1461, 1979]
